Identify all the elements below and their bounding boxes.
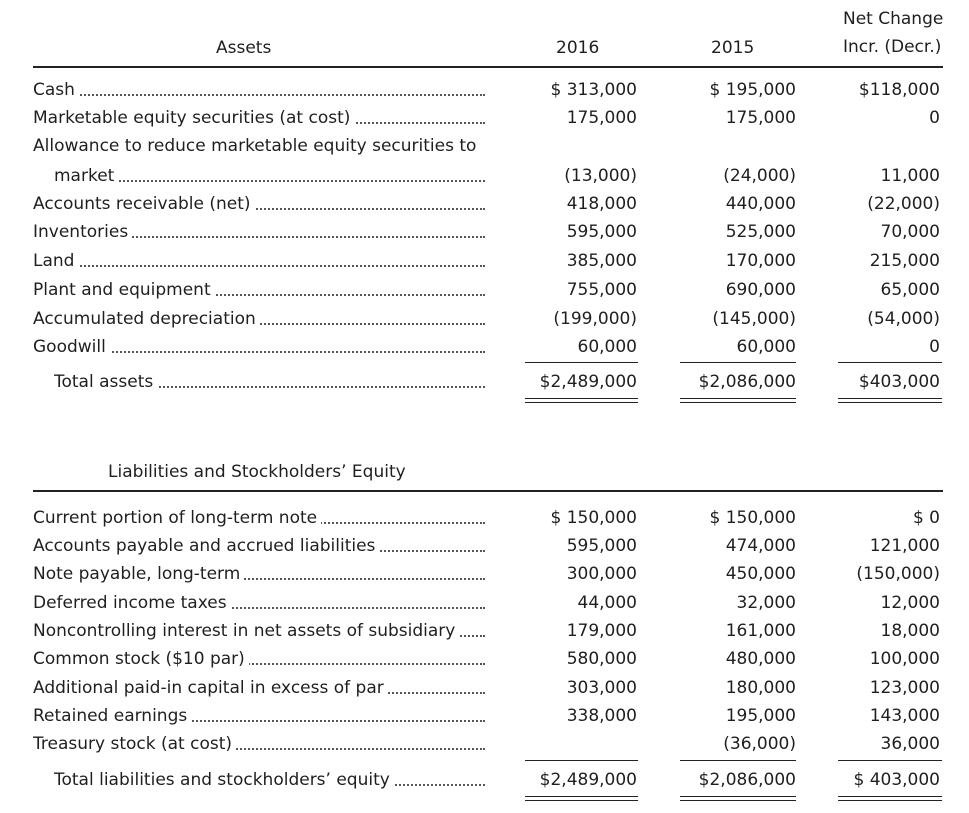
row-label: Current portion of long-term note	[33, 508, 321, 528]
value-2015: 195,000	[725, 706, 796, 726]
value-2016: 44,000	[577, 593, 637, 613]
value-2015: 175,000	[725, 108, 796, 128]
value-2016: 60,000	[577, 337, 637, 357]
value-2015: $2,086,000	[698, 372, 796, 392]
value-2015: (36,000)	[723, 734, 796, 754]
value-2015: 480,000	[725, 649, 796, 669]
value-2015: 690,000	[725, 280, 796, 300]
value-net-change: 0	[929, 108, 940, 128]
column-2015-heading: 2015	[711, 38, 755, 58]
value-2015: 525,000	[725, 222, 796, 242]
value-2016: $ 313,000	[550, 80, 637, 100]
net-change-heading: Net Change	[843, 9, 944, 29]
liability-row-additional-paid-in-capital	[0, 674, 969, 702]
total-double-underline	[525, 796, 638, 797]
asset-row-goodwill	[0, 333, 969, 361]
value-net-change: 100,000	[869, 649, 940, 669]
asset-row-allowance-line1	[0, 132, 969, 160]
liabilities-header-rule	[33, 490, 943, 492]
row-label: Retained earnings	[33, 706, 191, 726]
row-label: Goodwill	[33, 337, 110, 357]
row-label: Marketable equity securities (at cost)	[33, 108, 354, 128]
liability-row-accounts-payable	[0, 532, 969, 560]
asset-row-accumulated-depreciation	[0, 305, 969, 333]
value-2015: 32,000	[736, 593, 796, 613]
row-label: Treasury stock (at cost)	[33, 734, 236, 754]
total-double-underline	[680, 398, 796, 399]
value-net-change: 18,000	[880, 621, 940, 641]
row-label: Inventories	[33, 222, 132, 242]
value-net-change: 36,000	[880, 734, 940, 754]
asset-row-allowance-market	[0, 162, 969, 190]
value-2016: 175,000	[566, 108, 637, 128]
total-double-underline	[525, 398, 638, 399]
value-net-change: 12,000	[880, 593, 940, 613]
asset-row-land	[0, 247, 969, 275]
liability-row-common-stock	[0, 645, 969, 673]
value-net-change: $403,000	[858, 372, 940, 392]
value-net-change: $118,000	[858, 80, 940, 100]
value-2016: 338,000	[566, 706, 637, 726]
value-net-change: (150,000)	[856, 564, 940, 584]
value-net-change: $ 0	[912, 508, 940, 528]
liability-row-deferred-taxes	[0, 589, 969, 617]
value-2016: $2,489,000	[539, 770, 637, 790]
total-double-underline	[525, 800, 638, 801]
row-label: Accumulated depreciation	[33, 309, 260, 329]
row-label: market	[54, 166, 118, 186]
value-net-change: 143,000	[869, 706, 940, 726]
row-label: Total assets	[54, 372, 157, 392]
total-double-underline	[680, 402, 796, 403]
value-net-change: 70,000	[880, 222, 940, 242]
asset-row-total	[0, 368, 969, 396]
row-label: Plant and equipment	[33, 280, 215, 300]
liability-row-treasury-stock	[0, 730, 969, 758]
asset-row-plant-equipment	[0, 276, 969, 304]
subtotal-underline	[525, 362, 638, 363]
row-label: Allowance to reduce marketable equity securities to	[33, 136, 477, 156]
value-2015: 474,000	[725, 536, 796, 556]
assets-heading: Assets	[216, 38, 272, 58]
asset-row-accounts-receivable	[0, 190, 969, 218]
value-2016: 179,000	[566, 621, 637, 641]
value-net-change: 0	[929, 337, 940, 357]
value-2015: 60,000	[736, 337, 796, 357]
value-2016: 595,000	[566, 222, 637, 242]
value-net-change: (54,000)	[867, 309, 940, 329]
asset-row-cash	[0, 76, 969, 104]
net-change-subheading: Incr. (Decr.)	[843, 37, 942, 57]
subtotal-underline	[680, 760, 796, 761]
liability-row-note-payable	[0, 560, 969, 588]
value-net-change: 123,000	[869, 678, 940, 698]
total-double-underline	[838, 402, 942, 403]
row-label: Land	[33, 251, 78, 271]
assets-header-rule	[33, 66, 943, 68]
subtotal-underline	[680, 362, 796, 363]
value-2015: (145,000)	[712, 309, 796, 329]
value-net-change: $ 403,000	[853, 770, 940, 790]
total-double-underline	[838, 796, 942, 797]
value-net-change: 121,000	[869, 536, 940, 556]
value-2016: 580,000	[566, 649, 637, 669]
row-label: Accounts payable and accrued liabilities	[33, 536, 379, 556]
value-2016: 418,000	[566, 194, 637, 214]
value-2015: $2,086,000	[698, 770, 796, 790]
value-2016: 755,000	[566, 280, 637, 300]
subtotal-underline	[838, 362, 942, 363]
total-double-underline	[838, 800, 942, 801]
value-net-change: 215,000	[869, 251, 940, 271]
row-label: Note payable, long-term	[33, 564, 244, 584]
value-2015: $ 195,000	[709, 80, 796, 100]
row-label: Additional paid-in capital in excess of par	[33, 678, 388, 698]
value-2015: 440,000	[725, 194, 796, 214]
value-2016: 385,000	[566, 251, 637, 271]
row-label: Deferred income taxes	[33, 593, 231, 613]
row-label: Total liabilities and stockholders’ equity	[54, 770, 394, 790]
value-2016: $2,489,000	[539, 372, 637, 392]
value-2015: 161,000	[725, 621, 796, 641]
asset-row-marketable-securities	[0, 104, 969, 132]
column-2016-heading: 2016	[556, 38, 600, 58]
liabilities-heading: Liabilities and Stockholders’ Equity	[108, 462, 406, 482]
value-net-change: 11,000	[880, 166, 940, 186]
row-label: Noncontrolling interest in net assets of subsidiary	[33, 621, 459, 641]
liability-row-retained-earnings	[0, 702, 969, 730]
liability-row-total	[0, 766, 969, 794]
total-double-underline	[525, 402, 638, 403]
row-label: Accounts receivable (net)	[33, 194, 255, 214]
value-2016: (13,000)	[564, 166, 637, 186]
value-2015: (24,000)	[723, 166, 796, 186]
value-2015: $ 150,000	[709, 508, 796, 528]
subtotal-underline	[838, 760, 942, 761]
liability-row-noncontrolling-interest	[0, 617, 969, 645]
total-double-underline	[680, 800, 796, 801]
value-2015: 170,000	[725, 251, 796, 271]
value-2016: 303,000	[566, 678, 637, 698]
value-net-change: 65,000	[880, 280, 940, 300]
value-net-change: (22,000)	[867, 194, 940, 214]
total-double-underline	[680, 796, 796, 797]
value-2016: 300,000	[566, 564, 637, 584]
row-label: Common stock ($10 par)	[33, 649, 249, 669]
value-2016: $ 150,000	[550, 508, 637, 528]
total-double-underline	[838, 398, 942, 399]
row-label: Cash	[33, 80, 79, 100]
value-2015: 180,000	[725, 678, 796, 698]
liability-row-current-portion	[0, 504, 969, 532]
value-2015: 450,000	[725, 564, 796, 584]
value-2016: 595,000	[566, 536, 637, 556]
value-2016: (199,000)	[553, 309, 637, 329]
asset-row-inventories	[0, 218, 969, 246]
subtotal-underline	[525, 760, 638, 761]
